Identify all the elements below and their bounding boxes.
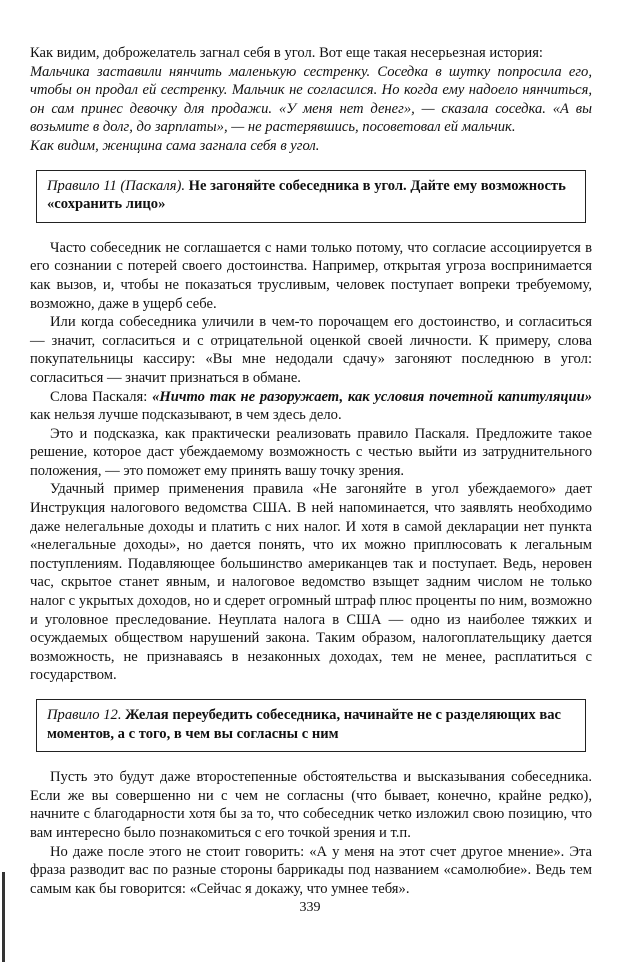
pascal-quote-paragraph xyxy=(30,388,592,425)
body-paragraph: Часто собеседник не соглашается с нами только потому, что согласие ассоциируется в его сознании с потерей своего достоинства. Например, открытая угроза воспринимается как вызов, и, чтобы не показаться трусливым, человек поступает вопреки требуемому, возможно, даже в ущерб себе. xyxy=(30,239,592,312)
pascal-lead: Слова Паскаля: xyxy=(50,388,153,405)
pascal-tail: как нельзя лучше подсказывают, в чем здесь дело. xyxy=(30,407,342,424)
body-paragraph: Или когда собеседника уличили в чем-то порочащем его достоинство, и согласиться — значит, согласиться и с отрицательной оценкой своей личности. К примеру, слова покупательницы кассиру: «Вы мне недодали сдачу» загоняют последнюю в угол: согласиться — значит признаться в обмане. xyxy=(30,314,592,386)
rule-12-box xyxy=(36,699,586,752)
intro-paragraph: Как видим, доброжелатель загнал себя в угол. Вот еще такая несерьезная история: xyxy=(30,45,543,61)
rule-12-text: Желая переубедить собеседника, начинайте не с разделяющих вас моментов, а с того, в чем вы согласны с ним xyxy=(47,707,562,742)
body-paragraph: Удачный пример применения правила «Не загоняйте в угол убеждаемого» дает Инструкция налогового ведомства США. В ней напоминается, что заявлять необходимо даже нелегальные доходы и платить с них налог. И хотя в самой декларации нет пункта «нелегальные доходы», но дается понять, что их можно приплюсовать к легальным поступлениям. Подавляющее большинство американцев так и поступает. Ведь, неровен час, скрытое станет явным, и налоговое ведомство взыщет задним числом не только налог с укрытых доходов, но и сдерет огромный штраф плюс проценты по ним, возможно и уголовное преследование. Неуплата налога в США — одно из наиболее тяжких и осуждаемых обществом нарушений закона. Таким образом, налогоплательщику дается возможность, не признаваясь в незаконных доходах, тем не менее, расплатиться с государством. xyxy=(30,481,592,684)
scan-edge-divider xyxy=(2,872,5,962)
story-paragraph: Мальчика заставили нянчить маленькую сестренку. Соседка в шутку попросила его, чтобы он продал ей сестренку. Мальчик не согласился. Но когда ему надоело нянчиться, он сам принес девочку для продажи. «У меня нет денег», — сказала соседка. «А вы возьмите в долг, до зарплаты», — не растерявшись, посоветовал ей мальчик. xyxy=(30,63,592,136)
rule-12-tag: Правило 12. xyxy=(47,707,122,723)
body-paragraph: Пусть это будут даже второстепенные обстоятельства и высказывания собеседника. Если же вы совершенно ни с чем не согласны (что бывает, конечно, крайне редко), начните с благодарности хотя бы за то, что собеседник четко изложил свою позицию, что вам интересно было познакомиться с его точкой зрения и т.п. xyxy=(30,769,592,841)
rule-11-box xyxy=(36,170,586,223)
story-conclusion: Как видим, женщина сама загнала себя в угол. xyxy=(30,137,320,154)
page-number: 339 xyxy=(299,900,321,915)
body-paragraph: Это и подсказка, как практически реализовать правило Паскаля. Предложите такое решение, которое даст убеждаемому возможность с честью выйти из затруднительного положения, — это поможет ему принять вашу точку зрения. xyxy=(30,425,592,479)
rule-11-tag: Правило 11 (Паскаля). xyxy=(47,177,185,194)
rule-11-text: Не загоняйте собеседника в угол. Дайте ему возможность «сохранить лицо» xyxy=(47,177,566,213)
body-paragraph: Но даже после этого не стоит говорить: «А у меня на этот счет другое мнение». Эта фраза разводит вас по разные стороны баррикады под названием «самолюбие». Ведь тем самым как бы говорится: «Сейчас я докажу, что умнее тебя». xyxy=(30,843,592,897)
pascal-quote: «Ничто так не разоружает, как условия почетной капитуляции» xyxy=(152,388,592,405)
